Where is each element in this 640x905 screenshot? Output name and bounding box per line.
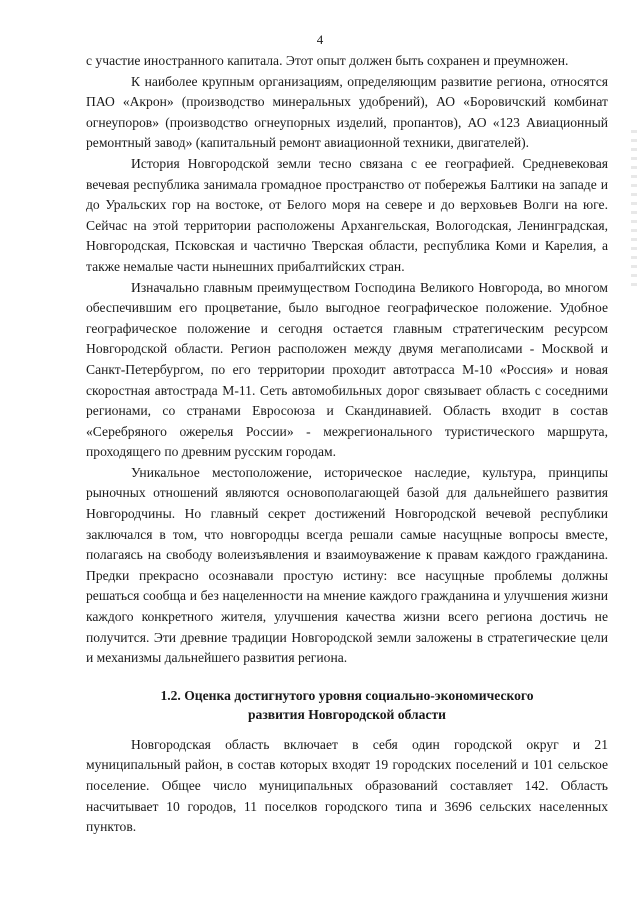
page-number: 4 [316,32,324,47]
paragraph-geographic-advantage: Изначально главным преимуществом Господина Великого Новгорода, во многом обеспечившим его процветание, было выгодное географическое положение. Удобное географическое положение и сегодня остается главным стратегическим ресурсом Новгородской области. Регион расположен между двумя мегаполисами - Москвой и Санкт-Петербургом, по его территории проходит автотрасса М-10 «Россия» и новая скоростная автострада М-11. Сеть автомобильных дорог связывает область с соседними регионами, со странами Евросоюза и Скандинавией. Область входит в состав «Серебряного ожерелья России» - межрегионального туристического маршрута, проходящего по древним русским городам. [86,279,608,460]
paragraph-unique-location: Уникальное местоположение, историческое наследие, культура, принципы рыночных отношений являются основополагающей базой для дальнейшего развития Новгородчины. Но главный секрет достижений Новгородской вечевой республики заключался в том, что новгородцы всегда решали самые насущные вопросы вместе, полагаясь на свободу волеизъявления и взаимоуважение к правам каждого гражданина. Предки прекрасно осознавали простую истину: все насущные проблемы должны решаться сообща и без нацеленности на мнение каждого гражданина и улучшения жизни каждого конкретного жителя, улучшения качества жизни всего региона достичь не получится. Эти древние традиции Новгородской земли заложены в стратегические цели и механизмы дальнейшего развития региона. [86,464,608,666]
document-body [86,51,608,838]
paragraph-continuation: с участие иностранного капитала. Этот опыт должен быть сохранен и преумножен. [86,53,569,68]
paragraph-history-geography: История Новгородской земли тесно связана с ее географией. Средневековая вечевая республика занимала громадное пространство от побережья Балтики на западе и до Уральских гор на востоке, от Белого моря на севере и до верховьев Волги на юге. Сейчас на этой территории расположены Архангельская, Вологодская, Ленинградская, Новгородская, Псковская и частично Тверская области, республика Коми и Карелия, а также немалые части нынешних прибалтийских стран. [86,155,608,274]
section-heading-line-2: развития Новгородской области [247,706,447,722]
paragraph-major-organizations: К наиболее крупным организациям, определяющим развитие региона, относятся ПАО «Акрон» (производство минеральных удобрений), АО «Боровичский комбинат огнеупоров» (производство огнеупорных изделий, пропантов), АО «123 Авиационный ремонтный завод» (капитальный ремонт авиационной техники, двигателей). [86,73,608,151]
scan-margin-artifact [631,130,637,290]
paragraph-municipal-structure: Новгородская область включает в себя один городской округ и 21 муниципальный район, в состав которых входят 19 городских поселений и 101 сельское поселение. Общее число муниципальных образований составляет 142. Область насчитывает 10 городов, 11 поселков городского типа и 3696 сельских населенных пунктов. [86,736,608,835]
section-heading [86,686,608,724]
section-heading-line-1: 1.2. Оценка достигнутого уровня социально-экономического [160,687,534,703]
